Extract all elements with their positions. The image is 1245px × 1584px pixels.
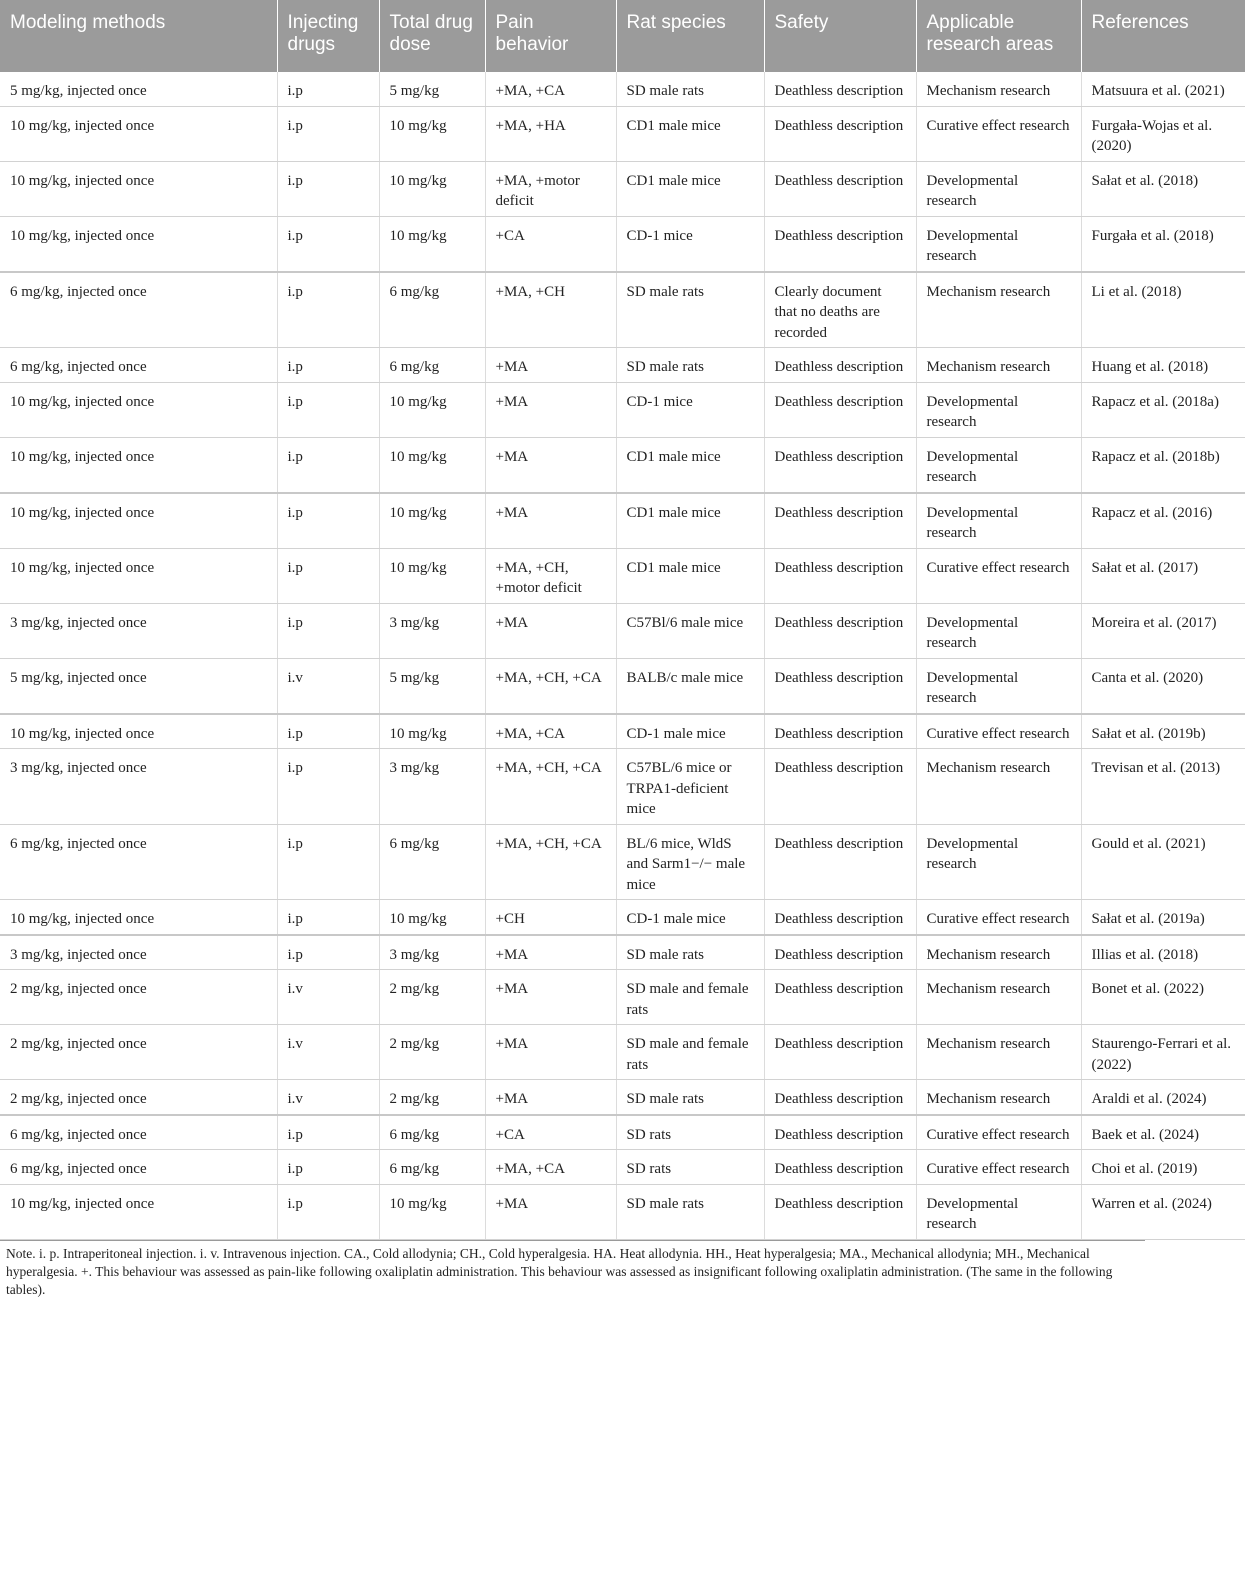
- table-row: [0, 161, 1245, 216]
- cell-safety: Deathless description: [764, 161, 916, 216]
- cell-modeling-method: 10 mg/kg, injected once: [0, 437, 277, 493]
- cell-safety: Deathless description: [764, 382, 916, 437]
- cell-safety: Deathless description: [764, 935, 916, 970]
- cell-research-area: Mechanism research: [916, 72, 1081, 106]
- cell-reference: Furgała-Wojas et al. (2020): [1081, 106, 1245, 161]
- cell-total-dose: 6 mg/kg: [379, 272, 485, 348]
- cell-research-area: Developmental research: [916, 658, 1081, 714]
- cell-reference: Sałat et al. (2018): [1081, 161, 1245, 216]
- table-row: [0, 72, 1245, 106]
- cell-reference: Rapacz et al. (2016): [1081, 493, 1245, 549]
- cell-pain-behavior: +MA: [485, 970, 616, 1025]
- cell-injecting-drug: i.p: [277, 1184, 379, 1239]
- header-injecting-drugs: Injecting drugs: [277, 0, 379, 72]
- cell-species: C57BL/6 mice or TRPA1-deficient mice: [616, 749, 764, 825]
- cell-total-dose: 6 mg/kg: [379, 348, 485, 383]
- cell-reference: Illias et al. (2018): [1081, 935, 1245, 970]
- cell-pain-behavior: +MA, +CH, +CA: [485, 749, 616, 825]
- cell-pain-behavior: +MA: [485, 437, 616, 493]
- table-row: [0, 824, 1245, 900]
- cell-pain-behavior: +MA: [485, 1025, 616, 1080]
- cell-safety: Deathless description: [764, 658, 916, 714]
- cell-total-dose: 10 mg/kg: [379, 548, 485, 603]
- cell-safety: Deathless description: [764, 437, 916, 493]
- cell-injecting-drug: i.p: [277, 900, 379, 935]
- cell-safety: Deathless description: [764, 824, 916, 900]
- table-row: [0, 216, 1245, 272]
- cell-reference: Sałat et al. (2019b): [1081, 714, 1245, 749]
- cell-research-area: Developmental research: [916, 216, 1081, 272]
- cell-total-dose: 10 mg/kg: [379, 382, 485, 437]
- cell-pain-behavior: +MA, +CA: [485, 72, 616, 106]
- cell-injecting-drug: i.v: [277, 1025, 379, 1080]
- table-row: [0, 272, 1245, 348]
- table-row: [0, 1150, 1245, 1185]
- cell-research-area: Developmental research: [916, 382, 1081, 437]
- cell-injecting-drug: i.v: [277, 658, 379, 714]
- cell-species: CD-1 male mice: [616, 900, 764, 935]
- cell-research-area: Curative effect research: [916, 714, 1081, 749]
- cell-total-dose: 2 mg/kg: [379, 1080, 485, 1115]
- cell-pain-behavior: +MA, +CH, +CA: [485, 658, 616, 714]
- table-row: [0, 382, 1245, 437]
- cell-modeling-method: 10 mg/kg, injected once: [0, 1184, 277, 1239]
- cell-research-area: Curative effect research: [916, 548, 1081, 603]
- cell-modeling-method: 10 mg/kg, injected once: [0, 382, 277, 437]
- cell-modeling-method: 6 mg/kg, injected once: [0, 1150, 277, 1185]
- cell-total-dose: 3 mg/kg: [379, 603, 485, 658]
- cell-modeling-method: 10 mg/kg, injected once: [0, 714, 277, 749]
- cell-research-area: Curative effect research: [916, 106, 1081, 161]
- cell-modeling-method: 5 mg/kg, injected once: [0, 72, 277, 106]
- cell-species: C57Bl/6 male mice: [616, 603, 764, 658]
- header-pain-behavior: Pain behavior: [485, 0, 616, 72]
- cell-pain-behavior: +MA, +CH: [485, 272, 616, 348]
- cell-pain-behavior: +MA, +CA: [485, 1150, 616, 1185]
- cell-injecting-drug: i.p: [277, 348, 379, 383]
- table-row: [0, 603, 1245, 658]
- cell-species: SD rats: [616, 1150, 764, 1185]
- cell-research-area: Curative effect research: [916, 1115, 1081, 1150]
- cell-pain-behavior: +MA, +motor deficit: [485, 161, 616, 216]
- table-body: [0, 72, 1245, 1239]
- cell-reference: Araldi et al. (2024): [1081, 1080, 1245, 1115]
- cell-safety: Deathless description: [764, 1184, 916, 1239]
- cell-modeling-method: 2 mg/kg, injected once: [0, 970, 277, 1025]
- cell-research-area: Developmental research: [916, 603, 1081, 658]
- cell-research-area: Mechanism research: [916, 1080, 1081, 1115]
- cell-species: CD1 male mice: [616, 493, 764, 549]
- cell-pain-behavior: +MA: [485, 603, 616, 658]
- cell-safety: Deathless description: [764, 493, 916, 549]
- cell-total-dose: 3 mg/kg: [379, 749, 485, 825]
- cell-pain-behavior: +MA, +CH, +motor deficit: [485, 548, 616, 603]
- cell-pain-behavior: +CA: [485, 1115, 616, 1150]
- cell-reference: Sałat et al. (2017): [1081, 548, 1245, 603]
- cell-total-dose: 10 mg/kg: [379, 714, 485, 749]
- cell-modeling-method: 10 mg/kg, injected once: [0, 493, 277, 549]
- table-row: [0, 749, 1245, 825]
- cell-research-area: Curative effect research: [916, 1150, 1081, 1185]
- cell-reference: Rapacz et al. (2018b): [1081, 437, 1245, 493]
- cell-modeling-method: 10 mg/kg, injected once: [0, 161, 277, 216]
- cell-injecting-drug: i.p: [277, 493, 379, 549]
- cell-research-area: Developmental research: [916, 161, 1081, 216]
- cell-total-dose: 10 mg/kg: [379, 216, 485, 272]
- cell-safety: Deathless description: [764, 714, 916, 749]
- cell-modeling-method: 2 mg/kg, injected once: [0, 1025, 277, 1080]
- cell-safety: Deathless description: [764, 1150, 916, 1185]
- cell-safety: Deathless description: [764, 106, 916, 161]
- cell-research-area: Mechanism research: [916, 1025, 1081, 1080]
- cell-total-dose: 5 mg/kg: [379, 72, 485, 106]
- cell-research-area: Mechanism research: [916, 970, 1081, 1025]
- cell-research-area: Mechanism research: [916, 935, 1081, 970]
- cell-reference: Sałat et al. (2019a): [1081, 900, 1245, 935]
- cell-pain-behavior: +MA: [485, 1080, 616, 1115]
- cell-total-dose: 5 mg/kg: [379, 658, 485, 714]
- cell-modeling-method: 2 mg/kg, injected once: [0, 1080, 277, 1115]
- cell-reference: Huang et al. (2018): [1081, 348, 1245, 383]
- cell-reference: Rapacz et al. (2018a): [1081, 382, 1245, 437]
- cell-modeling-method: 6 mg/kg, injected once: [0, 1115, 277, 1150]
- cell-modeling-method: 6 mg/kg, injected once: [0, 348, 277, 383]
- cell-species: CD1 male mice: [616, 437, 764, 493]
- table-row: [0, 493, 1245, 549]
- cell-reference: Furgała et al. (2018): [1081, 216, 1245, 272]
- table-row: [0, 935, 1245, 970]
- cell-modeling-method: 6 mg/kg, injected once: [0, 272, 277, 348]
- cell-safety: Deathless description: [764, 749, 916, 825]
- cell-total-dose: 6 mg/kg: [379, 1150, 485, 1185]
- cell-injecting-drug: i.v: [277, 1080, 379, 1115]
- cell-pain-behavior: +MA: [485, 935, 616, 970]
- cell-pain-behavior: +MA, +HA: [485, 106, 616, 161]
- cell-injecting-drug: i.p: [277, 437, 379, 493]
- cell-reference: Gould et al. (2021): [1081, 824, 1245, 900]
- cell-research-area: Developmental research: [916, 824, 1081, 900]
- cell-reference: Warren et al. (2024): [1081, 1184, 1245, 1239]
- header-modeling-methods: Modeling methods: [0, 0, 277, 72]
- cell-safety: Deathless description: [764, 548, 916, 603]
- cell-modeling-method: 10 mg/kg, injected once: [0, 900, 277, 935]
- cell-modeling-method: 3 mg/kg, injected once: [0, 935, 277, 970]
- cell-total-dose: 2 mg/kg: [379, 970, 485, 1025]
- cell-injecting-drug: i.p: [277, 824, 379, 900]
- cell-modeling-method: 10 mg/kg, injected once: [0, 106, 277, 161]
- cell-research-area: Curative effect research: [916, 900, 1081, 935]
- cell-safety: Deathless description: [764, 603, 916, 658]
- table-row: [0, 1115, 1245, 1150]
- cell-reference: Trevisan et al. (2013): [1081, 749, 1245, 825]
- cell-pain-behavior: +MA, +CA: [485, 714, 616, 749]
- table-row: [0, 1184, 1245, 1239]
- cell-safety: Clearly document that no deaths are recorded: [764, 272, 916, 348]
- cell-pain-behavior: +MA: [485, 493, 616, 549]
- table-row: [0, 900, 1245, 935]
- table-row: [0, 548, 1245, 603]
- cell-pain-behavior: +CA: [485, 216, 616, 272]
- cell-injecting-drug: i.p: [277, 72, 379, 106]
- cell-modeling-method: 5 mg/kg, injected once: [0, 658, 277, 714]
- cell-total-dose: 10 mg/kg: [379, 437, 485, 493]
- cell-reference: Bonet et al. (2022): [1081, 970, 1245, 1025]
- cell-reference: Staurengo-Ferrari et al. (2022): [1081, 1025, 1245, 1080]
- cell-research-area: Developmental research: [916, 1184, 1081, 1239]
- cell-species: SD male rats: [616, 935, 764, 970]
- cell-injecting-drug: i.p: [277, 603, 379, 658]
- cell-reference: Baek et al. (2024): [1081, 1115, 1245, 1150]
- cell-safety: Deathless description: [764, 900, 916, 935]
- table-header: [0, 0, 1245, 72]
- cell-species: SD male and female rats: [616, 970, 764, 1025]
- header-references: References: [1081, 0, 1245, 72]
- cell-injecting-drug: i.p: [277, 272, 379, 348]
- cell-total-dose: 6 mg/kg: [379, 824, 485, 900]
- cell-total-dose: 6 mg/kg: [379, 1115, 485, 1150]
- cell-research-area: Mechanism research: [916, 272, 1081, 348]
- cell-species: CD-1 male mice: [616, 714, 764, 749]
- cell-injecting-drug: i.v: [277, 970, 379, 1025]
- cell-reference: Canta et al. (2020): [1081, 658, 1245, 714]
- cell-pain-behavior: +MA: [485, 1184, 616, 1239]
- cell-research-area: Mechanism research: [916, 749, 1081, 825]
- cell-safety: Deathless description: [764, 1025, 916, 1080]
- cell-total-dose: 10 mg/kg: [379, 493, 485, 549]
- cell-injecting-drug: i.p: [277, 935, 379, 970]
- cell-injecting-drug: i.p: [277, 1150, 379, 1185]
- cell-injecting-drug: i.p: [277, 749, 379, 825]
- cell-injecting-drug: i.p: [277, 106, 379, 161]
- cell-reference: Li et al. (2018): [1081, 272, 1245, 348]
- cell-species: CD1 male mice: [616, 161, 764, 216]
- cell-injecting-drug: i.p: [277, 714, 379, 749]
- cell-safety: Deathless description: [764, 970, 916, 1025]
- cell-modeling-method: 3 mg/kg, injected once: [0, 603, 277, 658]
- cell-species: SD male rats: [616, 272, 764, 348]
- cell-species: CD1 male mice: [616, 548, 764, 603]
- table-row: [0, 1080, 1245, 1115]
- cell-pain-behavior: +MA: [485, 382, 616, 437]
- header-research-areas: Applicable research areas: [916, 0, 1081, 72]
- cell-total-dose: 10 mg/kg: [379, 161, 485, 216]
- cell-total-dose: 2 mg/kg: [379, 1025, 485, 1080]
- cell-species: CD1 male mice: [616, 106, 764, 161]
- cell-safety: Deathless description: [764, 1115, 916, 1150]
- cell-safety: Deathless description: [764, 1080, 916, 1115]
- cell-injecting-drug: i.p: [277, 548, 379, 603]
- header-safety: Safety: [764, 0, 916, 72]
- cell-species: SD male rats: [616, 348, 764, 383]
- header-rat-species: Rat species: [616, 0, 764, 72]
- cell-research-area: Developmental research: [916, 493, 1081, 549]
- cell-injecting-drug: i.p: [277, 1115, 379, 1150]
- table-row: [0, 714, 1245, 749]
- cell-pain-behavior: +MA, +CH, +CA: [485, 824, 616, 900]
- cell-species: CD-1 mice: [616, 216, 764, 272]
- cell-research-area: Mechanism research: [916, 348, 1081, 383]
- cell-reference: Matsuura et al. (2021): [1081, 72, 1245, 106]
- cell-species: SD male rats: [616, 72, 764, 106]
- cell-total-dose: 3 mg/kg: [379, 935, 485, 970]
- cell-safety: Deathless description: [764, 216, 916, 272]
- cell-species: CD-1 mice: [616, 382, 764, 437]
- table-row: [0, 437, 1245, 493]
- header-total-drug-dose: Total drug dose: [379, 0, 485, 72]
- cell-species: BALB/c male mice: [616, 658, 764, 714]
- table-row: [0, 348, 1245, 383]
- cell-species: SD male rats: [616, 1080, 764, 1115]
- cell-pain-behavior: +CH: [485, 900, 616, 935]
- cell-safety: Deathless description: [764, 72, 916, 106]
- cell-total-dose: 10 mg/kg: [379, 1184, 485, 1239]
- cell-total-dose: 10 mg/kg: [379, 106, 485, 161]
- cell-species: SD rats: [616, 1115, 764, 1150]
- cell-species: SD male and female rats: [616, 1025, 764, 1080]
- cell-species: BL/6 mice, WldS and Sarm1−/− male mice: [616, 824, 764, 900]
- cell-modeling-method: 6 mg/kg, injected once: [0, 824, 277, 900]
- cell-reference: Moreira et al. (2017): [1081, 603, 1245, 658]
- cell-modeling-method: 3 mg/kg, injected once: [0, 749, 277, 825]
- table-note: Note. i. p. Intraperitoneal injection. i. v. Intravenous injection. CA., Cold allodynia; CH., Cold hyperalgesia. HA. Heat allodynia. HH., Heat hyperalgesia; MA., Mechanical allodynia; MH., Mechanical hyperalgesia. +. This behaviour was assessed as pain-like following oxaliplatin administration. This behaviour was assessed as insignificant following oxaliplatin administration. (The same in the following tables).: [0, 1240, 1145, 1299]
- cell-pain-behavior: +MA: [485, 348, 616, 383]
- cell-safety: Deathless description: [764, 348, 916, 383]
- table-row: [0, 970, 1245, 1025]
- cell-injecting-drug: i.p: [277, 216, 379, 272]
- cell-research-area: Developmental research: [916, 437, 1081, 493]
- cell-injecting-drug: i.p: [277, 382, 379, 437]
- cell-reference: Choi et al. (2019): [1081, 1150, 1245, 1185]
- cell-total-dose: 10 mg/kg: [379, 900, 485, 935]
- table-row: [0, 658, 1245, 714]
- cell-species: SD male rats: [616, 1184, 764, 1239]
- cell-modeling-method: 10 mg/kg, injected once: [0, 548, 277, 603]
- cell-injecting-drug: i.p: [277, 161, 379, 216]
- table-row: [0, 1025, 1245, 1080]
- table-row: [0, 106, 1245, 161]
- cell-modeling-method: 10 mg/kg, injected once: [0, 216, 277, 272]
- header-row: [0, 0, 1245, 72]
